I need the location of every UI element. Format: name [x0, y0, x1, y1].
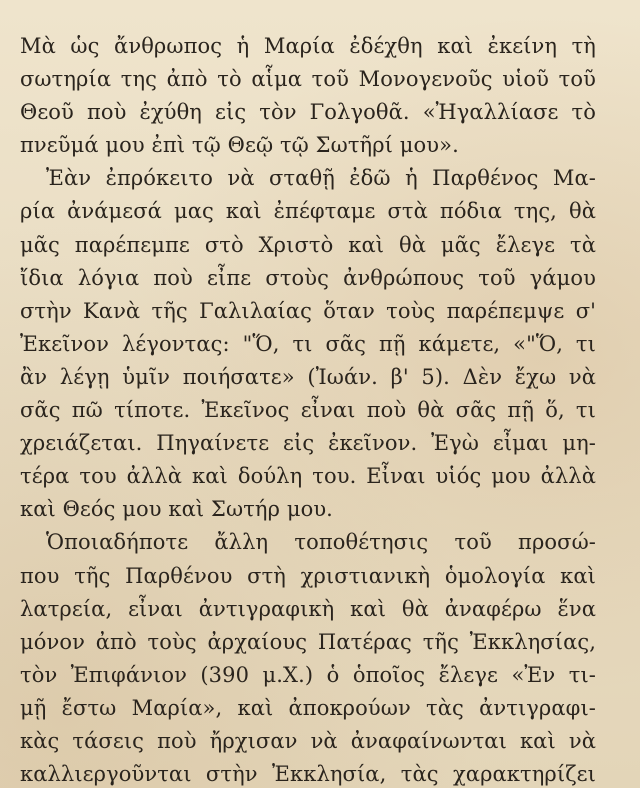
- text-line: σᾶς πῶ τίποτε. Ἐκεῖνος εἶναι ποὺ θὰ σᾶς πῇ ὅ, τι: [20, 398, 596, 423]
- text-line: Ἐὰν ἐπρόκειτο νὰ σταθῇ ἐδῶ ἡ Παρθένος Μα-: [46, 166, 596, 191]
- body-text: [20, 30, 596, 788]
- text-line: ἴδια λόγια ποὺ εἶπε στοὺς ἀνθρώπους τοῦ γάμου: [20, 265, 596, 290]
- text-line: Ἐκεῖνον λέγοντας: "Ὅ, τι σᾶς πῇ κάμετε, «"Ὅ, τι: [20, 331, 596, 356]
- text-line: τέρα του ἀλλὰ καὶ δούλη του. Εἶναι υἱός μου ἀλλὰ: [20, 464, 596, 489]
- text-line: μόνον ἀπὸ τοὺς ἀρχαίους Πατέρας τῆς Ἐκκλησίας,: [20, 629, 596, 654]
- text-line: λατρεία, εἶναι ἀντιγραφικὴ καὶ θὰ ἀναφέρω ἕνα: [20, 596, 596, 621]
- text-line: μῇ ἔστω Μαρία», καὶ ἀποκρούων τὰς ἀντιγραφι-: [20, 695, 596, 720]
- text-line: Μὰ ὡς ἄνθρωπος ἡ Μαρία ἐδέχθη καὶ ἐκείνη τὴ: [20, 34, 596, 58]
- text-line: τὸν Ἐπιφάνιον (390 μ.Χ.) ὁ ὁποῖος ἔλεγε «Ἐν τι-: [20, 662, 596, 687]
- text-line: Ὁποιαδήποτε ἄλλη τοποθέτησις τοῦ προσώ-: [46, 530, 596, 555]
- text-line: στὴν Κανὰ τῆς Γαλιλαίας ὅταν τοὺς παρέπεμψε σ': [20, 298, 596, 323]
- text-line: που τῆς Παρθένου στὴ χριστιανικὴ ὁμολογία καὶ: [20, 563, 596, 588]
- text-line: ρία ἀνάμεσά μας καὶ ἐπέφταμε στὰ πόδια της, θὰ: [20, 199, 596, 224]
- text-line: καλλιεργοῦνται στὴν Ἐκκλησία, τὰς χαρακτηρίζει: [20, 762, 596, 787]
- text-line: Θεοῦ ποὺ ἐχύθη εἰς τὸν Γολγοθᾶ. «Ἠγαλλίασε τὸ: [20, 100, 596, 125]
- text-line: καὶ Θεός μου καὶ Σωτήρ μου.: [20, 497, 333, 522]
- text-line: σωτηρία της ἀπὸ τὸ αἷμα τοῦ Μονογενοῦς υἱοῦ τοῦ: [20, 67, 596, 92]
- text-line: κὰς τάσεις ποὺ ἤρχισαν νὰ ἀναφαίνωνται καὶ νὰ: [20, 728, 596, 753]
- text-line: μᾶς παρέπεμπε στὸ Χριστὸ καὶ θὰ μᾶς ἔλεγε τὰ: [20, 232, 596, 257]
- text-line: ἂν λέγῃ ὑμῖν ποιήσατε» (Ἰωάν. β' 5). Δὲν ἔχω νὰ: [20, 364, 596, 389]
- text-line: πνεῦμά μου ἐπὶ τῷ Θεῷ τῷ Σωτῆρί μου».: [20, 133, 459, 158]
- text-line: χρειάζεται. Πηγαίνετε εἰς ἐκεῖνον. Ἐγὼ εἶμαι μη-: [20, 431, 596, 456]
